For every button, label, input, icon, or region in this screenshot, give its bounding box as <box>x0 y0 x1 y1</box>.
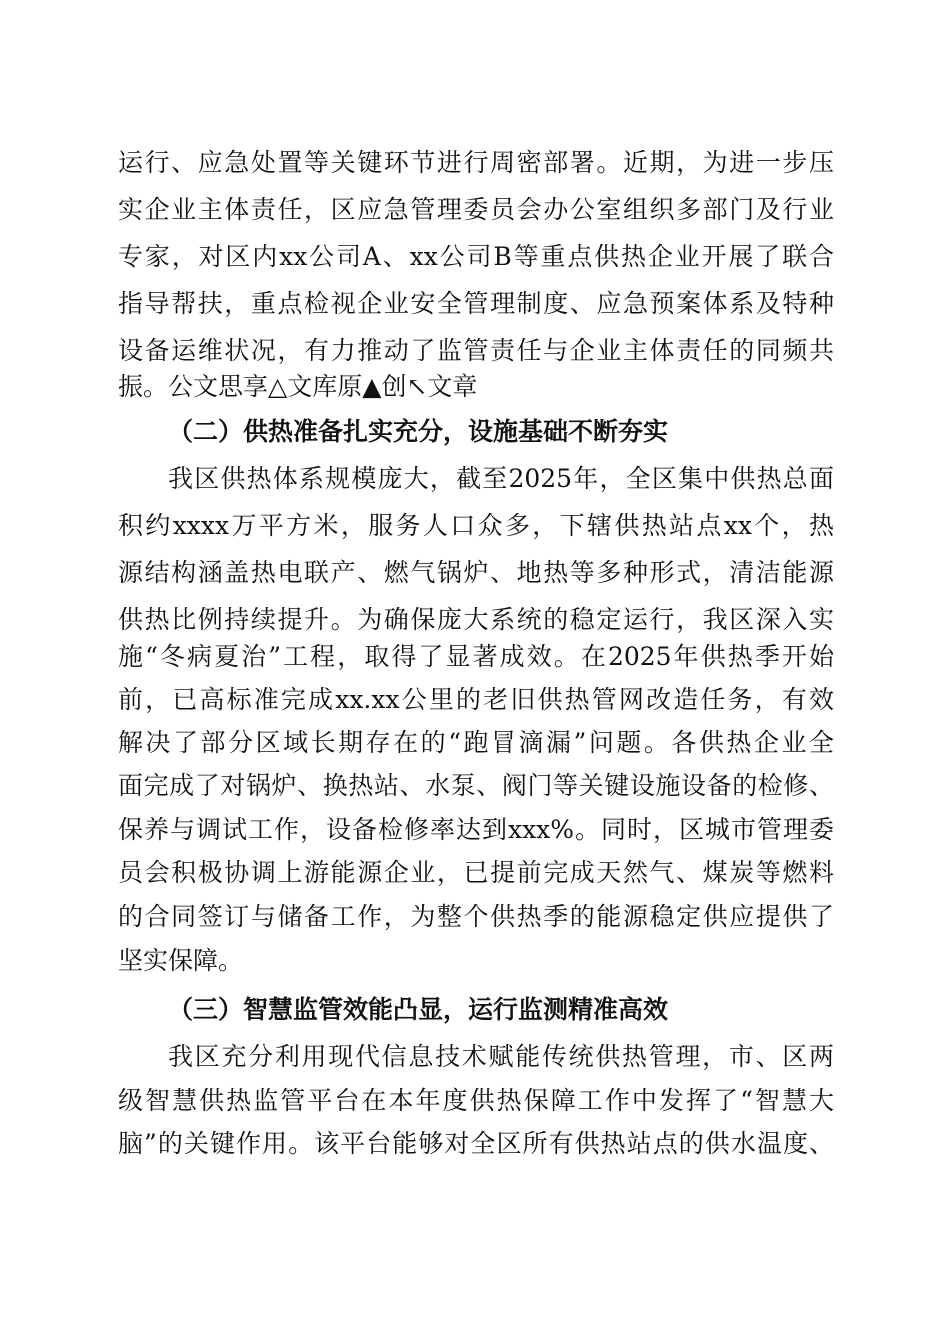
para2-line-10: 员会积极协调上游能源企业，已提前完成天然气、煤炭等燃料 <box>118 858 834 887</box>
para1-line-4: 指导帮扶，重点检视企业安全管理制度、应急预案体系及特种 <box>118 289 834 318</box>
para3-line-1: 我区充分利用现代信息技术赋能传统供热管理，市、区两 <box>168 1042 834 1071</box>
para1-line-3: 专家，对区内xx公司A、xx公司B等重点供热企业开展了联合 <box>118 242 834 271</box>
para1-line-6: 振。公文思享△文库原▲创↖文章 <box>118 372 478 401</box>
para3-line-2: 级智慧供热监管平台在本年度供热保障工作中发挥了“智慧大 <box>118 1086 834 1115</box>
para3-line-3: 脑”的关键作用。该平台能够对全区所有供热站点的供水温度、 <box>118 1129 834 1158</box>
para2-line-4: 供热比例持续提升。为确保庞大系统的稳定运行，我区深入实 <box>118 605 834 634</box>
para2-line-11: 的合同签订与储备工作，为整个供热季的能源稳定供应提供了 <box>118 902 834 931</box>
para2-line-7: 解决了部分区域长期存在的“跑冒滴漏”问题。各供热企业全 <box>118 728 834 757</box>
para2-line-12: 坚实保障。 <box>118 946 244 975</box>
para1-line-2: 实企业主体责任，区应急管理委员会办公室组织多部门及行业 <box>118 195 834 224</box>
para2-line-1: 我区供热体系规模庞大，截至2025年，全区集中供热总面 <box>168 464 834 493</box>
para1-line-5: 设备运维状况，有力推动了监管责任与企业主体责任的同频共 <box>118 336 834 365</box>
para2-line-5: 施“冬病夏治”工程，取得了显著成效。在2025年供热季开始 <box>118 642 834 671</box>
para2-line-2: 积约xxxx万平方米，服务人口众多，下辖供热站点xx个，热 <box>118 511 834 540</box>
section-heading-2: （二）供热准备扎实充分，设施基础不断夯实 <box>168 417 669 446</box>
para2-line-9: 保养与调试工作，设备检修率达到xxx%。同时，区城市管理委 <box>118 815 834 844</box>
para2-line-6: 前，已高标准完成xx.xx公里的老旧供热管网改造任务，有效 <box>118 685 834 714</box>
section-heading-3: （三）智慧监管效能凸显，运行监测精准高效 <box>168 995 669 1024</box>
para2-line-3: 源结构涵盖热电联产、燃气锅炉、地热等多种形式，清洁能源 <box>118 558 834 587</box>
para1-line-1: 运行、应急处置等关键环节进行周密部署。近期，为进一步压 <box>118 148 834 177</box>
para2-line-8: 面完成了对锅炉、换热站、水泵、阀门等关键设施设备的检修、 <box>118 771 834 800</box>
